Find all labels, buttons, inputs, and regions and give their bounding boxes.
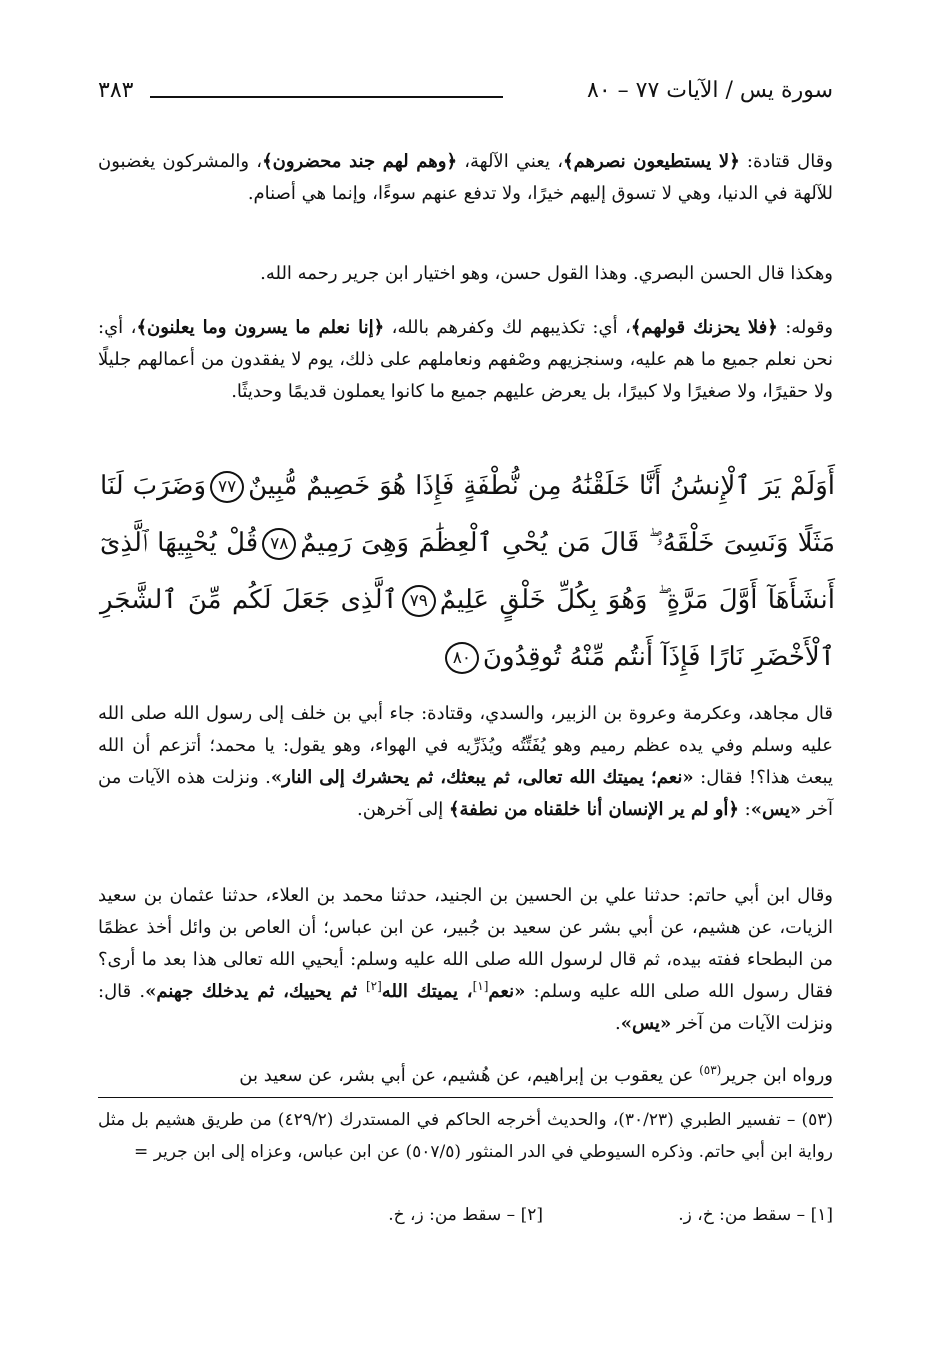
p3-bold-1: ﴿فلا يحزنك قولهم﴾ xyxy=(630,317,778,338)
variant-note-2: [٢] – سقط من: ز، خ. xyxy=(388,1205,543,1225)
p3-bold-2: ﴿إنا نعلم ما يسرون وما يعلنون﴾ xyxy=(136,317,385,338)
verse-78-text: وَضَرَبَ لَنَا مَثَلًا وَنَسِىَ خَلْقَهُۥ ۖ قَالَ مَن يُحْىِ ٱلْعِظَٰمَ وَهِىَ رَمِيمٌ xyxy=(100,471,836,558)
p1-bold-1: ﴿لا يستطيعون نصرهم﴾ xyxy=(563,151,740,172)
paragraph-mujahid xyxy=(98,698,833,826)
footnote-separator xyxy=(98,1097,833,1098)
verse-77-marker: ٧٧ xyxy=(210,471,244,503)
verse-80-text: ٱلَّذِى جَعَلَ لَكُم مِّنَ ٱلشَّجَرِ ٱلْأَخْضَرِ نَارًا فَإِذَآ أَنتُم مِّنْهُ تُوقِدُونَ xyxy=(100,585,835,672)
verse-77-text: أَوَلَمْ يَرَ ٱلْإِنسَٰنُ أَنَّا خَلَقْنَٰهُ مِن نُّطْفَةٍ فَإِذَا هُوَ خَصِيمٌ مُّبِينٌ xyxy=(248,471,835,501)
p6-text-1: ورواه ابن جرير xyxy=(721,1065,833,1086)
p5-text-1: وقال ابن أبي حاتم: حدثنا علي بن الحسين بن الجنيد، حدثنا محمد بن العلاء، حدثنا عثمان بن سعيد الزيات، عن هشيم، عن أبي بشر عن سعيد بن جُبير، عن ابن عباس؛ أن العاص بن وائل أخذ عظمًا من البطحاء ففته بيده، ثم قال لرسول الله صلى الله عليه وسلم: أيحيي الله تعالى هذا بعد ما أرى؟ فقال رسول الله صلى الله عليه وسلم: xyxy=(98,885,833,1002)
paragraph-ibn-abi-hatim xyxy=(98,880,833,1040)
p5-text-2: . قال: ونزلت الآيات من آخر xyxy=(98,981,833,1034)
page-number: ٣٨٣ xyxy=(98,78,134,103)
p4-bold-2: «يس» xyxy=(750,799,802,820)
p3-text-1: وقوله: xyxy=(777,317,834,338)
variant-note-1: [١] – سقط من: خ، ز. xyxy=(678,1205,833,1225)
paragraph-ibn-jarir xyxy=(98,1060,833,1092)
p4-text-1: قال مجاهد، وعكرمة وعروة بن الزبير، والسدي، وقتادة: جاء أبي بن خلف إلى رسول الله صلى الله عليه وسلم وفي يده عظم رميم وهو يُفَتِّتُه ويُذَرِّيه في الهواء، وهو يقول: يا محمد؛ أتزعم أن الله يبعث هذا؟! فقال: xyxy=(98,703,833,788)
p4-text-4: إلى آخرهن. xyxy=(357,799,449,820)
paragraph-qatada xyxy=(98,146,833,210)
p5-bold-3: ثم يحييك، ثم يدخلك جهنم» xyxy=(145,981,366,1002)
verse-79-marker: ٧٩ xyxy=(402,585,436,617)
p5-bold-2: ، يميتك الله xyxy=(381,981,473,1002)
variant-notes xyxy=(98,1205,833,1235)
p4-text-2: . ونزلت هذه الآيات من آخر xyxy=(98,767,833,820)
variant-ref-1: [١] xyxy=(472,979,489,993)
p5-bold-1: «نعم xyxy=(488,981,526,1002)
p6-text-2: عن يعقوب بن إبراهيم، عن هُشيم، عن أبي بشر، عن سعيد بن xyxy=(239,1065,700,1086)
quran-verses xyxy=(100,458,835,686)
running-title: سورة يس / الآيات ٧٧ – ٨٠ xyxy=(587,78,833,103)
p1-bold-2: ﴿وهم لهم جند محضرون﴾ xyxy=(262,151,458,172)
verse-80-marker: ٨٠ xyxy=(445,642,479,674)
p1-text-1: وقال قتادة: xyxy=(739,151,834,172)
variant-ref-2: [٢] xyxy=(365,979,382,993)
p1-text-2: ، يعني الآلهة، xyxy=(457,151,564,172)
verse-78-marker: ٧٨ xyxy=(262,528,296,560)
page-header xyxy=(98,78,833,112)
footnote-53 xyxy=(98,1104,833,1168)
p3-text-3: ، أي: نحن نعلم جميع ما هم عليه، وسنجزيهم وصْفهم ونعاملهم على ذلك، يوم لا يفقدون من أعمالهم جليلًا ولا حقيرًا، ولا صغيرًا ولا كبيرًا، بل يعرض عليهم جميع ما كانوا يعملون قديمًا وحديثًا. xyxy=(98,317,833,402)
p2-text: وهكذا قال الحسن البصري. وهذا القول حسن، وهو اختيار ابن جرير رحمه الله. xyxy=(260,263,833,284)
verse-79-text: قُلْ يُحْيِيهَا ٱلَّذِىٓ أَنشَأَهَآ أَوَّلَ مَرَّةٍ ۖ وَهُوَ بِكُلِّ خَلْقٍ عَلِيمٌ xyxy=(100,528,835,615)
p4-text-3: : xyxy=(738,799,751,820)
p5-text-3: . xyxy=(615,1013,621,1034)
p1-text-3: ، والمشركون يغضبون للآلهة في الدنيا، وهي لا تسوق إليهم خيرًا، ولا تدفع عنهم سوءًا، وإنما هي أصنام. xyxy=(98,151,833,204)
footnote-53-text: (٥٣) – تفسير الطبري (٣٠/٢٣)، والحديث أخرجه الحاكم في المستدرك (٤٢٩/٢) من طريق هشيم بل مثل رواية ابن أبي حاتم. وذكره السيوطي في الدر المنثور (٥٠٧/٥) عن ابن عباس، وعزاه إلى ابن جرير = xyxy=(98,1110,833,1162)
p4-bold-1: «نعم؛ يميتك الله تعالى، ثم يبعثك، ثم يحشرك إلى النار» xyxy=(270,767,694,788)
paragraph-hasan xyxy=(98,258,833,290)
footnote-ref-53: (٥٣) xyxy=(699,1063,722,1077)
p3-text-2: ، أي: تكذيبهم لك وكفرهم بالله، xyxy=(384,317,631,338)
p4-bold-3: ﴿أو لم ير الإنسان أنا خلقناه من نطفة﴾ xyxy=(448,799,739,820)
p5-bold-4: «يس» xyxy=(620,1013,672,1034)
paragraph-commentary xyxy=(98,312,833,408)
header-rule xyxy=(150,96,503,98)
